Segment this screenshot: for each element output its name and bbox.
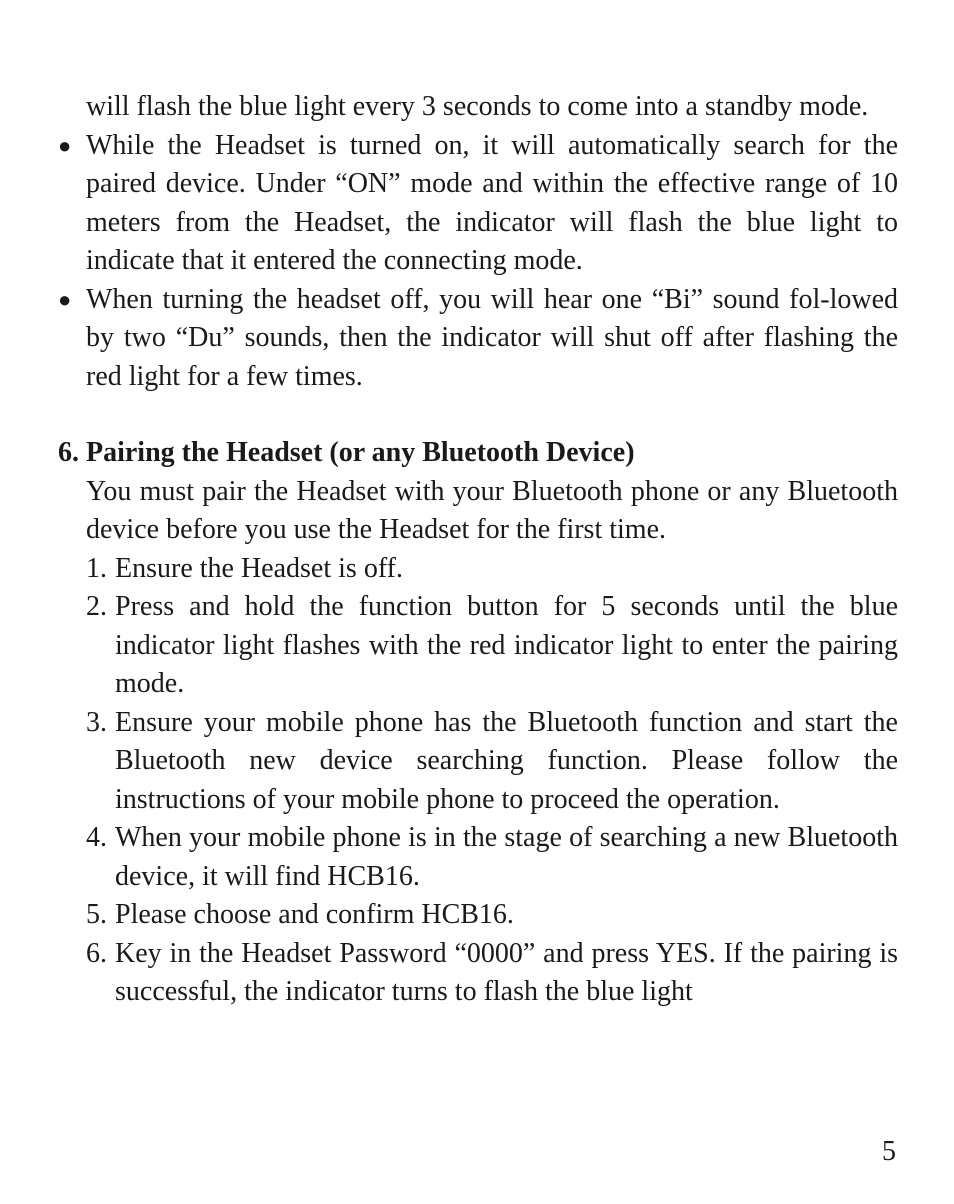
page-number: 5: [882, 1136, 896, 1167]
step-number: 5.: [86, 899, 107, 930]
step-item: [86, 896, 898, 935]
step-number: 2.: [86, 591, 107, 622]
step-item: [86, 704, 898, 820]
bullet-dot-icon: ●: [58, 286, 72, 312]
step-number: 3.: [86, 706, 107, 738]
step-item: [86, 935, 898, 1012]
bullet-text: When turning the headset off, you will hear one “Bi” sound fol-lowed by two “Du” sounds, then the indicator will shut off after flashing the red light for a few times.: [86, 283, 898, 392]
step-number: 1.: [86, 552, 107, 584]
step-item: [86, 588, 898, 704]
step-text: Press and hold the function button for 5 seconds until the blue indicator light flashes with the red indicator light to enter the pairing mode.: [115, 591, 898, 699]
bullet-item: [58, 127, 898, 281]
step-text: When your mobile phone is in the stage of searching a new Bluetooth device, it will find HCB16.: [115, 822, 898, 892]
bullet-text: While the Headset is turned on, it will automatically search for the paired device. Under “ON” mode and within the effective range of 10 meters from the Headset, the indicator will flash the blue light to indicate that it entered the connecting mode.: [86, 129, 898, 276]
bullet-dot-icon: ●: [58, 132, 72, 158]
section-gap: [58, 396, 898, 434]
step-text: Ensure the Headset is off.: [115, 552, 403, 584]
step-number: 4.: [86, 822, 107, 853]
step-item: [86, 819, 898, 896]
step-text: Key in the Headset Password “0000” and press YES. If the pairing is successful, the indicator turns to flash the blue light: [115, 937, 898, 1007]
section-intro: You must pair the Headset with your Bluetooth phone or any Bluetooth device before you use the Headset for the first time.: [86, 475, 898, 545]
step-text: Ensure your mobile phone has the Bluetooth function and start the Bluetooth new device searching function. Please follow the instructions of your mobile phone to proceed the operation.: [115, 706, 898, 815]
continuation-text: will flash the blue light every 3 seconds to come into a standby mode.: [86, 91, 869, 122]
bullet-item: [58, 281, 898, 397]
step-number: 6.: [86, 937, 107, 969]
page-content: [58, 88, 898, 1012]
step-text: Please choose and confirm HCB16.: [115, 899, 514, 930]
pairing-steps: [58, 550, 898, 1012]
section-heading: 6. Pairing the Headset (or any Bluetooth Device): [58, 437, 635, 468]
step-item: [86, 550, 898, 589]
